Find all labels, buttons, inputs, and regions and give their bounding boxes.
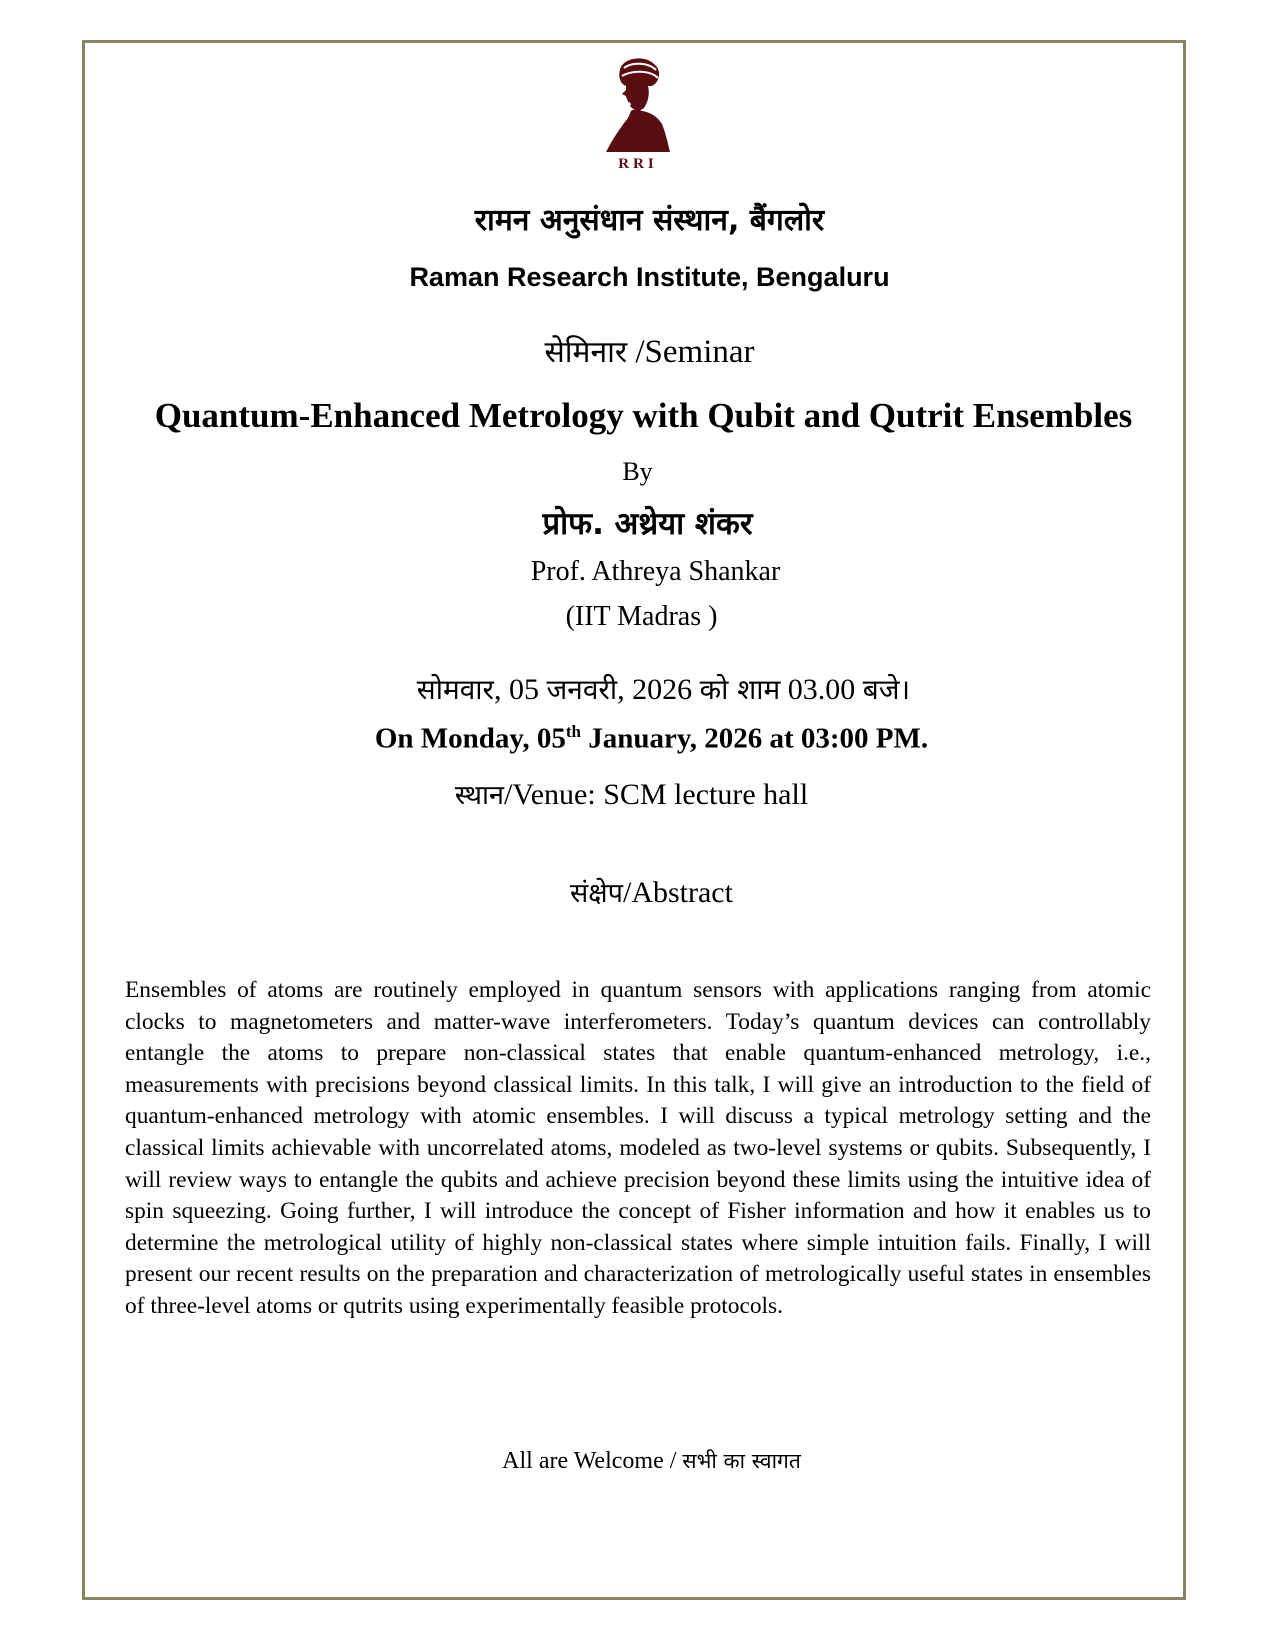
date-english-ordinal: th (565, 722, 581, 741)
venue-label-hindi: स्थान (454, 780, 505, 811)
abstract-body: Ensembles of atoms are routinely employed in quantum sensors with applications ranging from atomic clocks to magnetometers and matter-wave interferometers. Today’s quantum devices can controllably entangle the atoms to prepare non-classical states that enable quantum-enhanced metrology, i.e., measurements with precisions beyond classical limits. In this talk, I will give an introduction to the field of quantum-enhanced metrology with atomic ensembles. I will discuss a typical metrology setting and the classical limits achievable with uncorrelated atoms, modeled as two-level systems or qubits. Subsequently, I will review ways to entangle the qubits and achieve precision beyond these limits using the intuitive idea of spin squeezing. Going further, I will introduce the concept of Fisher information and how it enables us to determine the metrological utility of highly non-classical states where simple intuition fails. Finally, I will present our recent results on the preparation and characterization of metrologically useful states in ensembles of three-level atoms or qutrits using experimentally feasible protocols. (125, 977, 1151, 1319)
date-hindi-time: 03.00 (780, 673, 863, 706)
welcome-hindi: सभी का स्वागत (682, 1449, 801, 1473)
speaker-name-hindi: प्रोफ. अथ्रेया शंकर (542, 506, 753, 542)
speaker-affiliation: (IIT Madras ) (565, 601, 718, 632)
welcome-english: All are Welcome / (502, 1448, 683, 1474)
abstract-heading-english: /Abstract (622, 876, 733, 909)
by-label: By (622, 457, 653, 486)
talk-title: Quantum-Enhanced Metrology with Qubit and Qutrit Ensembles (154, 396, 1133, 435)
date-english-suffix: January, 2026 at 03:00 PM. (580, 722, 929, 755)
seminar-label (12, 330, 1275, 371)
logo-text: RRI (618, 156, 658, 170)
date-hindi-day: सोमवार (416, 673, 494, 706)
venue (0, 775, 1269, 812)
institute-name-english: Raman Research Institute, Bengaluru (409, 262, 890, 292)
face-shape (622, 86, 649, 112)
date-english (14, 722, 1275, 756)
date-hindi-year: , 2026 (617, 673, 700, 706)
abstract-heading (14, 873, 1275, 910)
speaker-name: Prof. Athreya Shankar (530, 556, 781, 587)
institute-name-hindi: रामन अनुसंधान संस्थान, बैंगलोर (474, 203, 825, 238)
welcome-note (14, 1447, 1275, 1475)
date-hindi-oclock: बजे। (862, 673, 911, 706)
date-hindi-num: , 05 (494, 673, 547, 706)
seminar-label-english: /Seminar (627, 334, 755, 370)
venue-text: /Venue: SCM lecture hall (504, 778, 809, 811)
date-hindi (26, 670, 1275, 708)
date-english-prefix: On Monday, 05 (374, 722, 566, 755)
seminar-label-hindi: सेमिनार (544, 335, 628, 370)
date-hindi-month: जनवरी (546, 673, 618, 706)
abstract-heading-hindi: संक्षेप (570, 878, 623, 909)
coat-shape (606, 110, 670, 152)
rri-bust-logo (592, 52, 682, 170)
date-hindi-evening: को शाम (699, 673, 781, 706)
